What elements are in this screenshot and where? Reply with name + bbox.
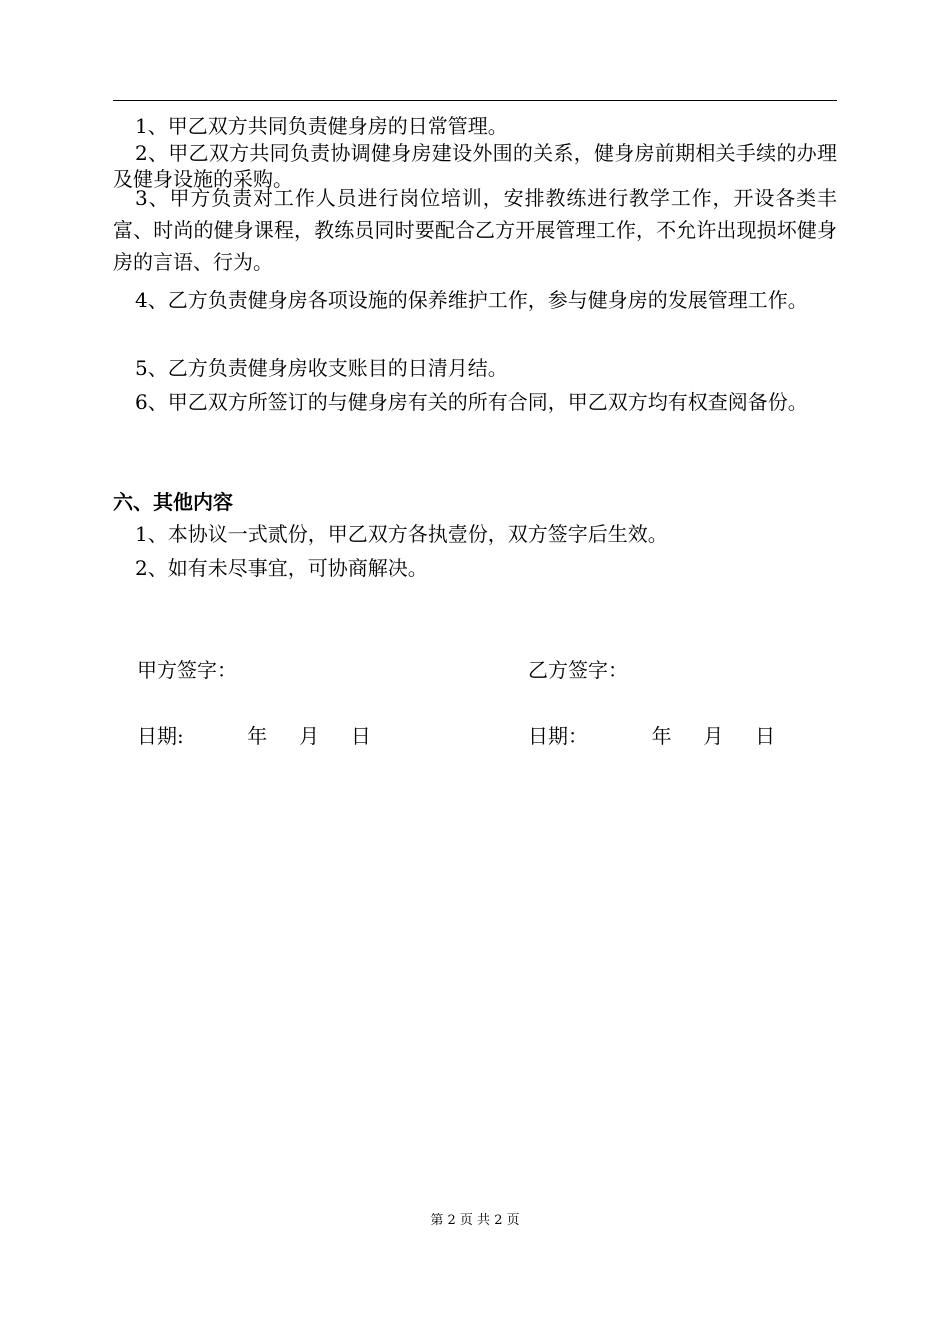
- clause-5-1: 1、甲乙双方共同负责健身房的日常管理。: [135, 114, 508, 138]
- clause-5-2: 2、甲乙双方共同负责协调健身房建设外围的关系，健身房前期相关手续的办理及健身设施的采购。: [113, 141, 837, 191]
- party-a-signature-label: 甲方签字：: [137, 658, 237, 682]
- clause-6-1: 1、本协议一式贰份，甲乙双方各执壹份，双方签字后生效。: [135, 522, 668, 546]
- party-a-date: 日期: 年 月 日: [137, 724, 371, 748]
- header-rule: [113, 100, 837, 101]
- section-6-heading: 六、其他内容: [113, 490, 233, 514]
- party-b-signature-label: 乙方签字：: [528, 658, 628, 682]
- clause-5-5: 5、乙方负责健身房收支账目的日清月结。: [135, 356, 508, 380]
- clause-5-4: 4、乙方负责健身房各项设施的保养维护工作，参与健身房的发展管理工作。: [135, 288, 808, 312]
- page-footer: 第 2 页 共 2 页: [430, 1213, 520, 1228]
- clause-5-6: 6、甲乙双方所签订的与健身房有关的所有合同，甲乙双方均有权查阅备份。: [135, 390, 808, 414]
- party-b-date: 日期： 年 月 日: [528, 724, 776, 748]
- clause-6-2: 2、如有未尽事宜，可协商解决。: [135, 556, 428, 580]
- clause-5-3: 3、甲方负责对工作人员进行岗位培训，安排教练进行教学工作，开设各类丰富、时尚的健身课程，教练员同时要配合乙方开展管理工作，不允许出现损坏健身房的言语、行为。: [113, 186, 837, 274]
